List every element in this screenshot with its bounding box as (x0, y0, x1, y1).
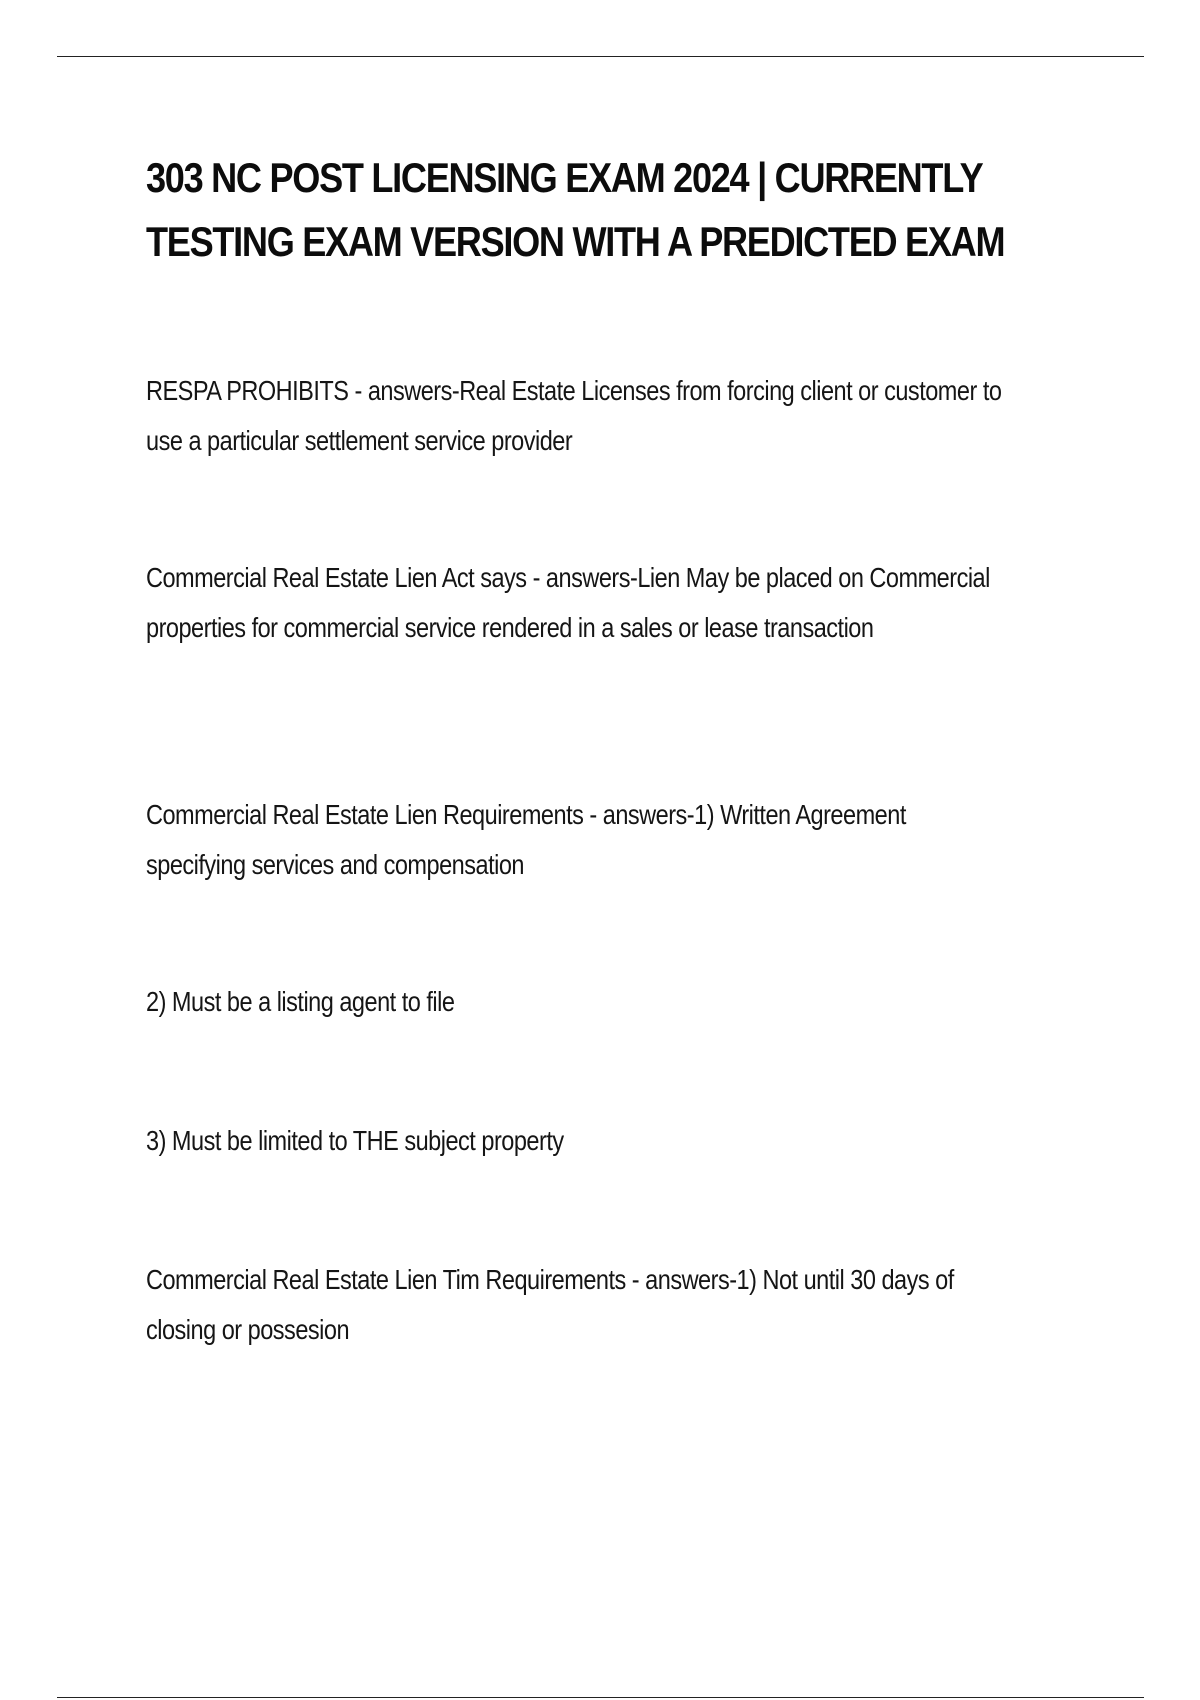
entry-requirement-3: 3) Must be limited to THE subject property (146, 1125, 564, 1156)
entry-commercial-lien-requirements: Commercial Real Estate Lien Requirements - answers-1) Written Agreement specifying services and compensation (146, 799, 906, 880)
entry-respa-prohibits: RESPA PROHIBITS - answers-Real Estate Licenses from forcing client or customer to use a particular settlement service provider (146, 375, 1002, 456)
document-body (146, 146, 1096, 1345)
top-divider (57, 56, 1144, 57)
entry-commercial-lien-time-requirements: Commercial Real Estate Lien Tim Requirements - answers-1) Not until 30 days of closing or possesion (146, 1264, 954, 1345)
entry-requirement-2: 2) Must be a listing agent to file (146, 986, 455, 1017)
entry-commercial-lien-act: Commercial Real Estate Lien Act says - answers-Lien May be placed on Commercial properties for commercial service rendered in a sales or lease transaction (146, 562, 990, 643)
bottom-divider (57, 1697, 1144, 1698)
document-title: 303 NC POST LICENSING EXAM 2024 | CURRENTLY TESTING EXAM VERSION WITH A PREDICTED EXAM (146, 154, 1005, 265)
